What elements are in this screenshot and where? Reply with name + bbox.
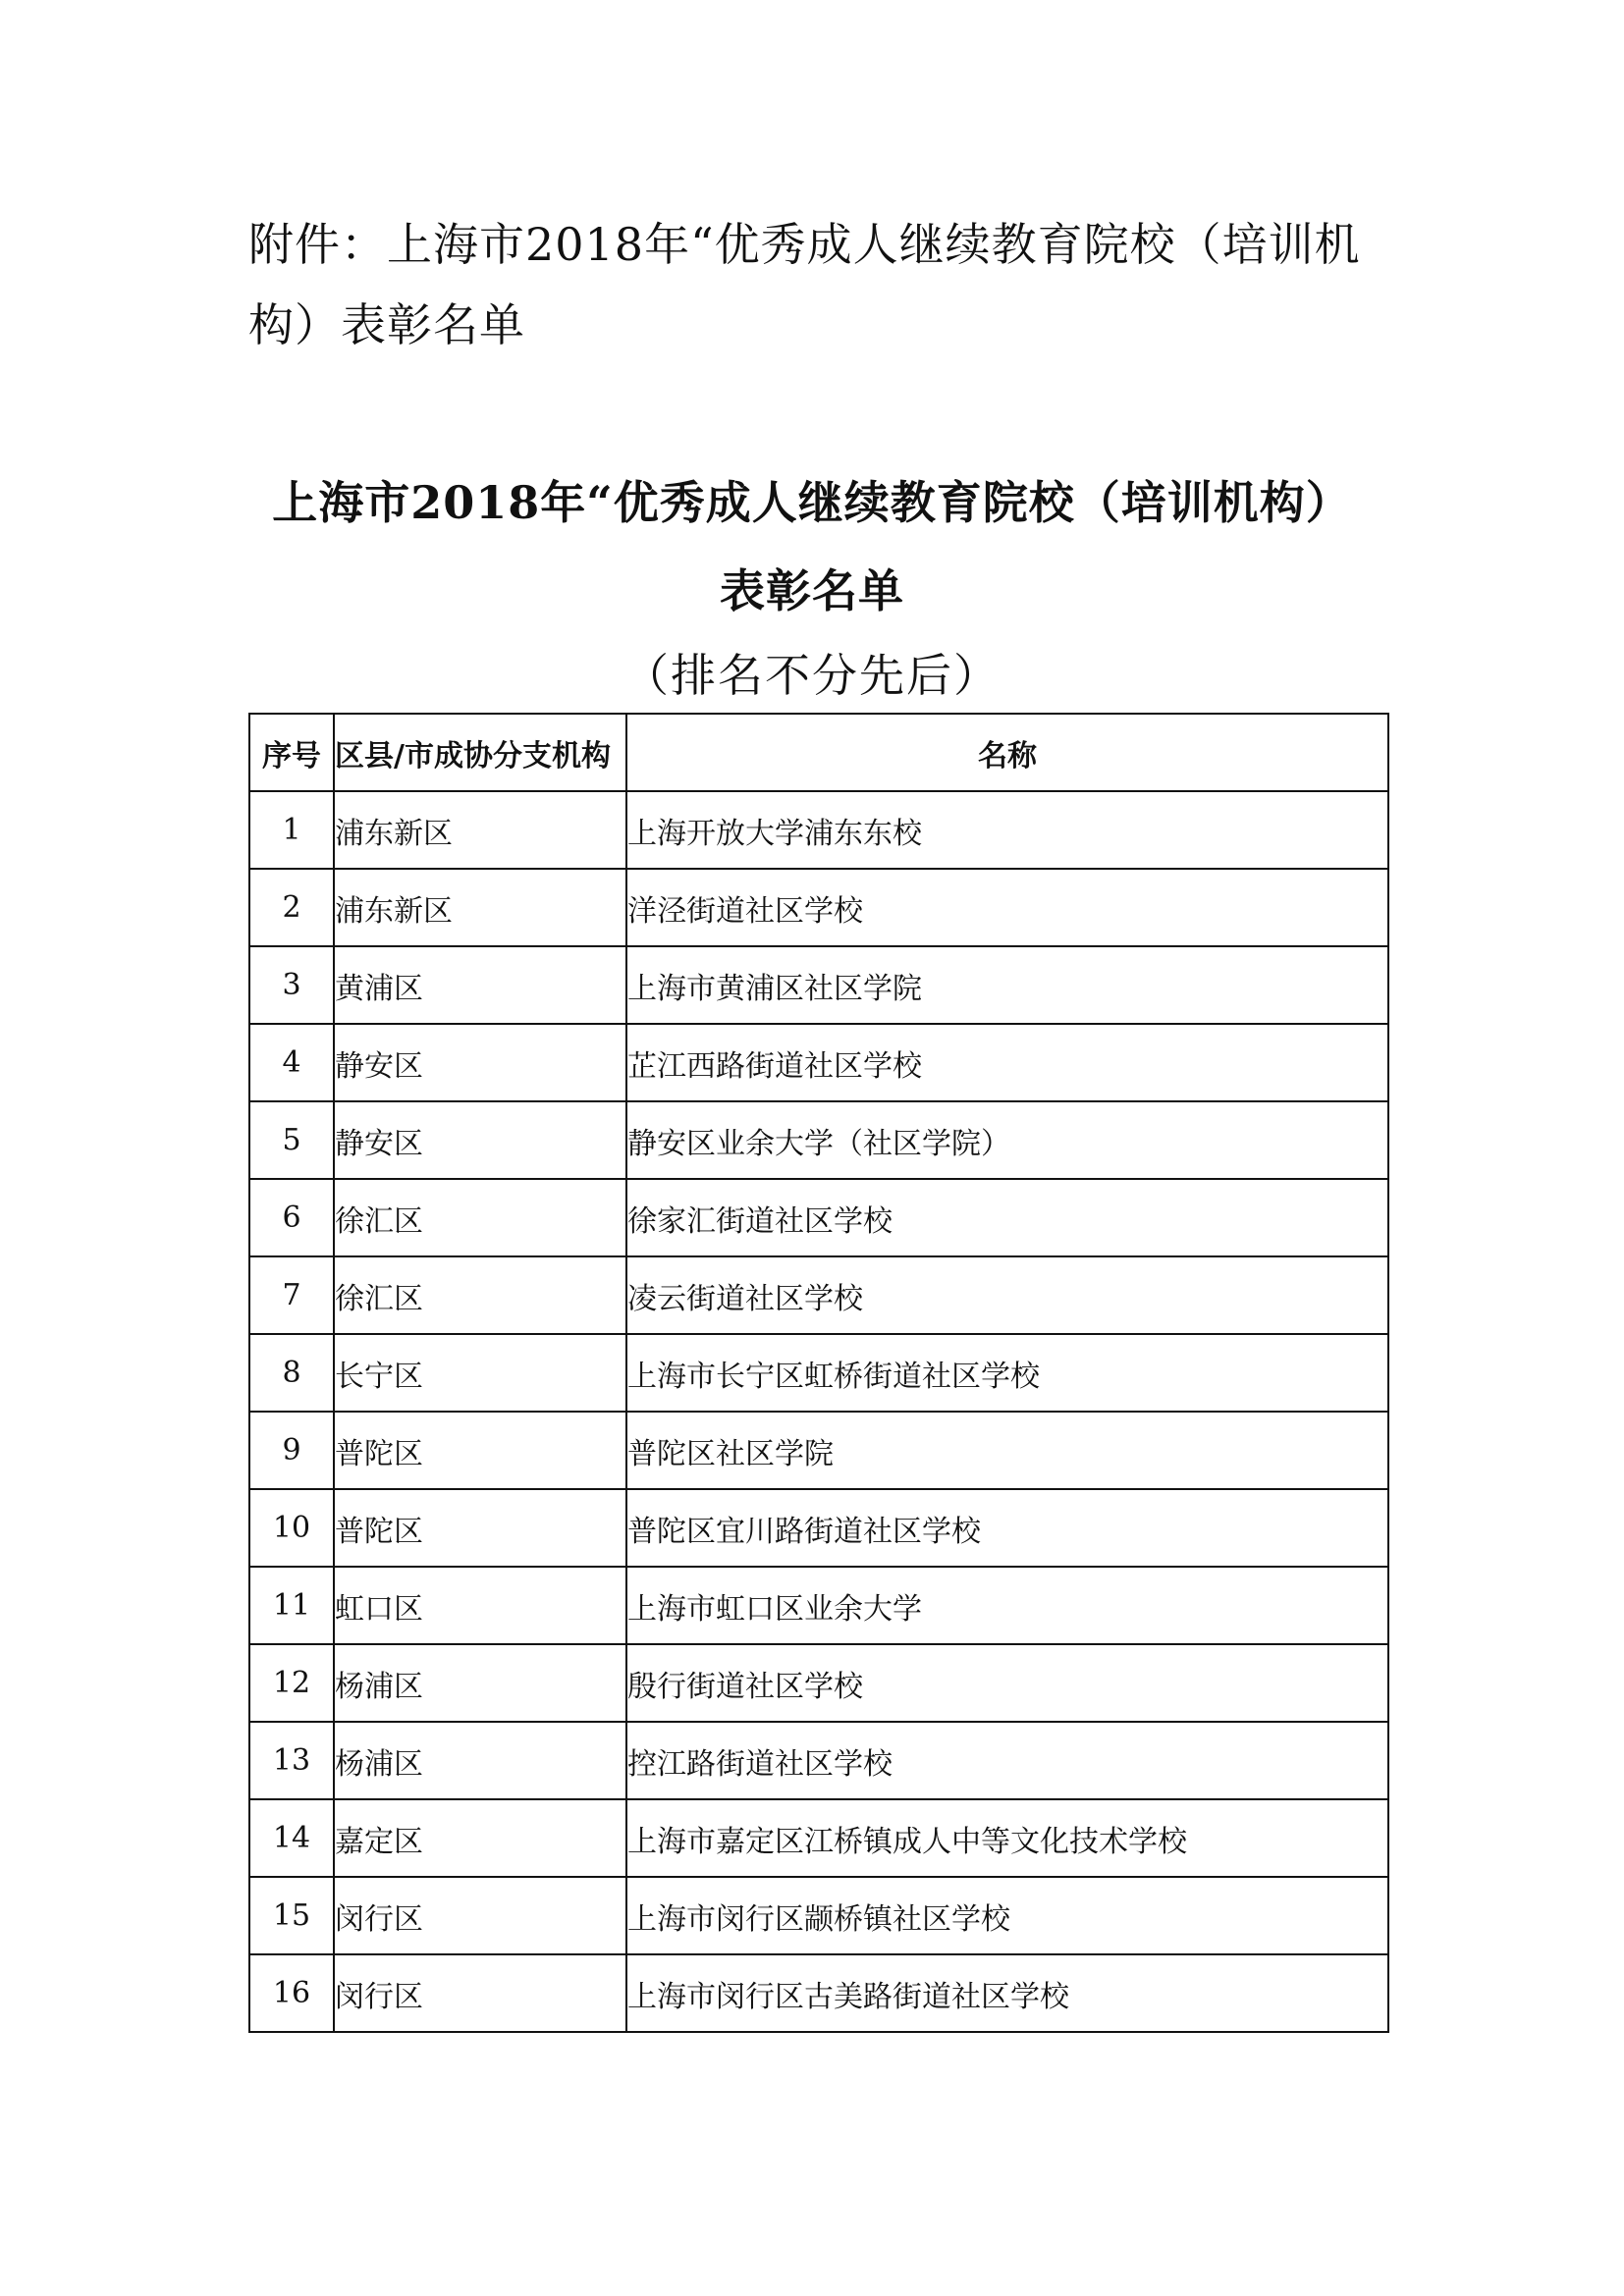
- table-row: [249, 1412, 1388, 1489]
- row-district: 闵行区: [334, 1877, 626, 1954]
- row-number: 2: [249, 869, 334, 946]
- table-row: [249, 869, 1388, 946]
- row-district: 普陀区: [334, 1412, 626, 1489]
- column-header-district: 区县/市成协分支机构: [334, 714, 626, 791]
- row-number: 7: [249, 1256, 334, 1334]
- row-number: 15: [249, 1877, 334, 1954]
- row-number: 12: [249, 1644, 334, 1722]
- row-name: 控江路街道社区学校: [626, 1722, 1388, 1799]
- table-header-row: [249, 714, 1388, 791]
- document-title: 上海市2018年“优秀成人继续教育院校（培训机构）: [272, 476, 1352, 529]
- row-name: 凌云街道社区学校: [626, 1256, 1388, 1334]
- row-name: 上海市闵行区颛桥镇社区学校: [626, 1877, 1388, 1954]
- table-row: [249, 1334, 1388, 1412]
- honor-roll-table: [248, 713, 1389, 2033]
- row-district: 嘉定区: [334, 1799, 626, 1877]
- table-row: [249, 1799, 1388, 1877]
- row-name: 洋泾街道社区学校: [626, 869, 1388, 946]
- document-subtitle: （排名不分先后）: [623, 649, 1001, 702]
- row-name: 普陀区宜川路街道社区学校: [626, 1489, 1388, 1567]
- row-number: 9: [249, 1412, 334, 1489]
- row-name: 上海市嘉定区江桥镇成人中等文化技术学校: [626, 1799, 1388, 1877]
- row-number: 10: [249, 1489, 334, 1567]
- row-name: 芷江西路街道社区学校: [626, 1024, 1388, 1101]
- column-header-name: 名称: [626, 714, 1388, 791]
- table-row: [249, 946, 1388, 1024]
- row-name: 上海市长宁区虹桥街道社区学校: [626, 1334, 1388, 1412]
- row-district: 杨浦区: [334, 1644, 626, 1722]
- row-district: 浦东新区: [334, 791, 626, 869]
- row-district: 浦东新区: [334, 869, 626, 946]
- row-name: 上海市黄浦区社区学院: [626, 946, 1388, 1024]
- table-row: [249, 1489, 1388, 1567]
- row-name: 普陀区社区学院: [626, 1412, 1388, 1489]
- row-district: 虹口区: [334, 1567, 626, 1644]
- row-district: 静安区: [334, 1024, 626, 1101]
- row-district: 黄浦区: [334, 946, 626, 1024]
- row-number: 14: [249, 1799, 334, 1877]
- row-district: 徐汇区: [334, 1179, 626, 1256]
- row-number: 1: [249, 791, 334, 869]
- row-district: 杨浦区: [334, 1722, 626, 1799]
- row-district: 长宁区: [334, 1334, 626, 1412]
- table-row: [249, 1567, 1388, 1644]
- table-row: [249, 1877, 1388, 1954]
- row-district: 徐汇区: [334, 1256, 626, 1334]
- row-number: 4: [249, 1024, 334, 1101]
- row-name: 静安区业余大学（社区学院）: [626, 1101, 1388, 1179]
- attachment-heading: 附件：上海市2018年“优秀成人继续教育院校（培训机构）表彰名单: [248, 218, 1361, 351]
- row-name: 上海市虹口区业余大学: [626, 1567, 1388, 1644]
- row-name: 殷行街道社区学校: [626, 1644, 1388, 1722]
- row-district: 普陀区: [334, 1489, 626, 1567]
- table-row: [249, 1954, 1388, 2032]
- row-number: 3: [249, 946, 334, 1024]
- table-row: [249, 1722, 1388, 1799]
- row-district: 闵行区: [334, 1954, 626, 2032]
- row-number: 16: [249, 1954, 334, 2032]
- row-number: 11: [249, 1567, 334, 1644]
- row-number: 13: [249, 1722, 334, 1799]
- column-header-number: 序号: [249, 714, 334, 791]
- table-row: [249, 791, 1388, 869]
- row-name: 上海市闵行区古美路街道社区学校: [626, 1954, 1388, 2032]
- table-row: [249, 1101, 1388, 1179]
- table-row: [249, 1179, 1388, 1256]
- table-row: [249, 1644, 1388, 1722]
- row-number: 8: [249, 1334, 334, 1412]
- table-row: [249, 1024, 1388, 1101]
- row-district: 静安区: [334, 1101, 626, 1179]
- row-name: 上海开放大学浦东东校: [626, 791, 1388, 869]
- row-number: 6: [249, 1179, 334, 1256]
- table-row: [249, 1256, 1388, 1334]
- document-title-continued: 表彰名单: [720, 564, 904, 617]
- row-number: 5: [249, 1101, 334, 1179]
- row-name: 徐家汇街道社区学校: [626, 1179, 1388, 1256]
